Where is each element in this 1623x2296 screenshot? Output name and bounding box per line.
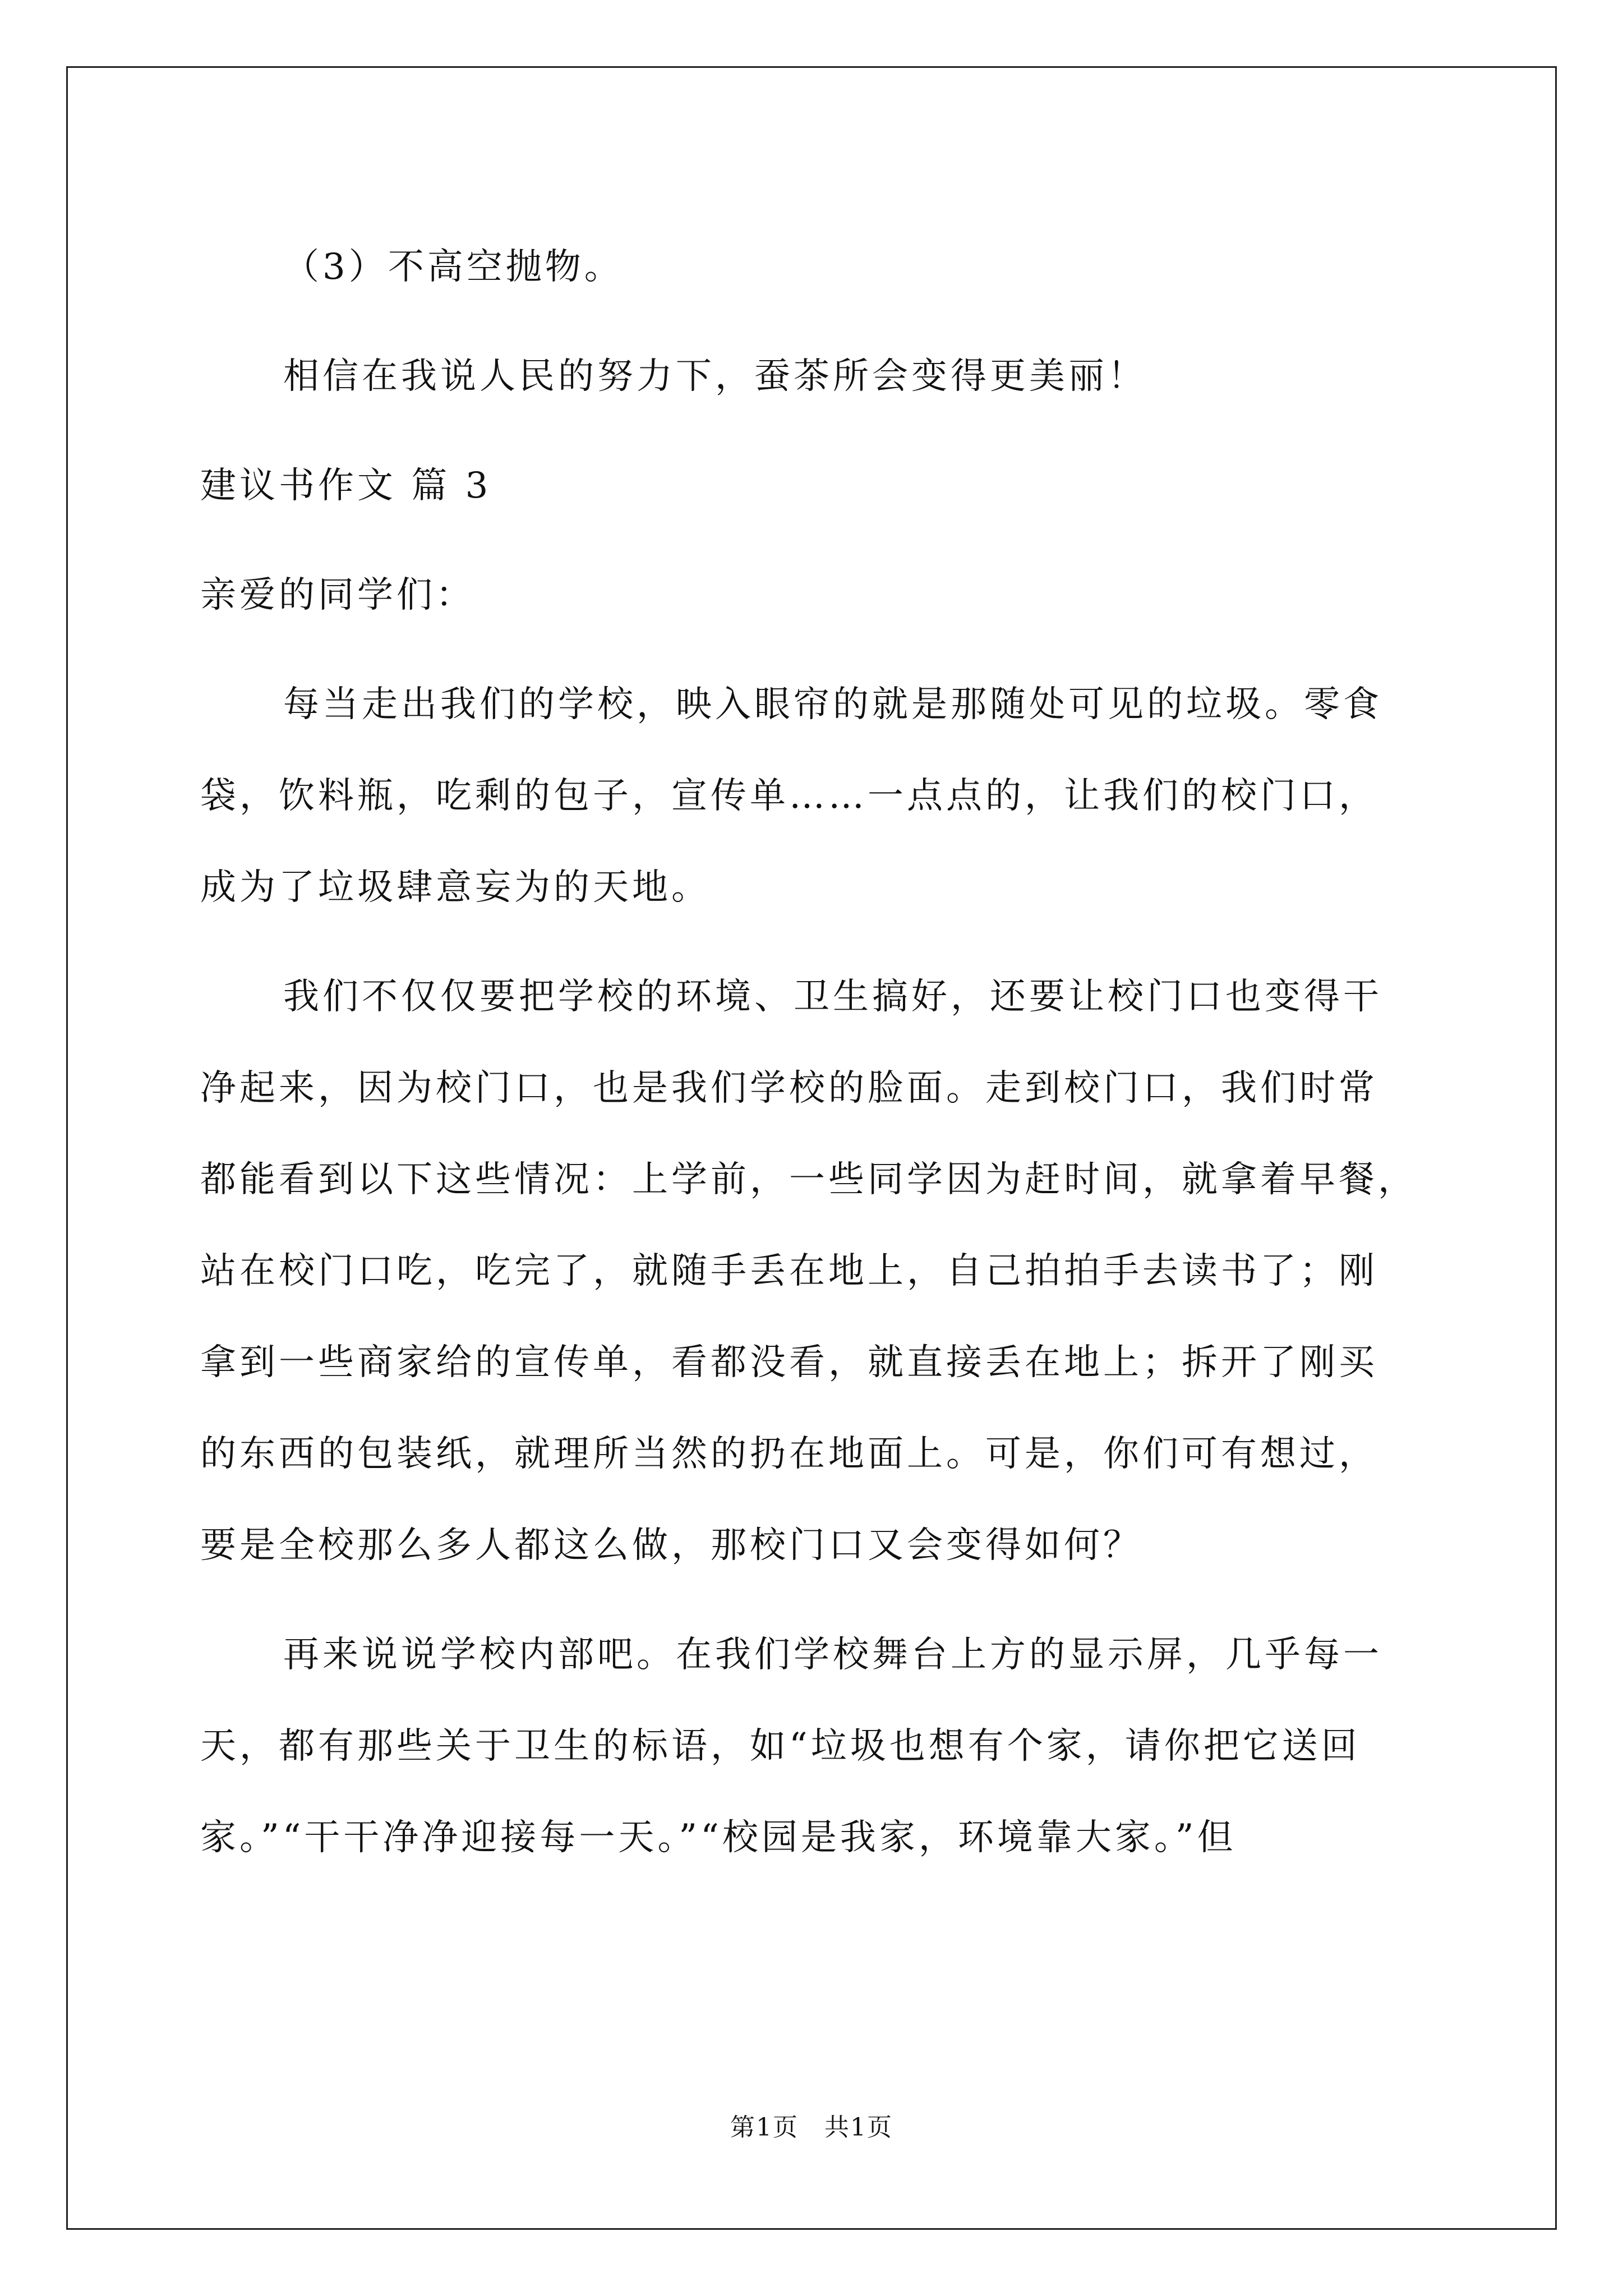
text-line: 的东西的包装纸，就理所当然的扔在地面上。可是，你们可有想过， — [200, 1433, 1378, 1475]
text-line: 天，都有那些关于卫生的标语，如“垃圾也想有个家，请你把它送回 — [200, 1726, 1361, 1767]
text-line: 袋，饮料瓶，吃剩的包子，宣传单……一点点的，让我们的校门口， — [200, 775, 1378, 817]
paragraph-1 — [200, 659, 1479, 933]
page-footer — [0, 2111, 1623, 2145]
paragraph-2 — [200, 951, 1479, 1591]
text-line: 拿到一些商家给的宣传单，看都没看，就直接丢在地上；拆开了刚买 — [200, 1342, 1378, 1383]
paragraph-3 — [200, 1609, 1479, 1884]
text-line: 家。”“干干净净迎接每一天。”“校园是我家，环境靠大家。”但 — [200, 1817, 1237, 1858]
text-line: 每当走出我们的学校，映入眼帘的就是那随处可见的垃圾。零食 — [283, 684, 1382, 725]
salutation: 亲爱的同学们： — [200, 574, 475, 616]
text-line: 成为了垃圾肆意妄为的天地。 — [200, 867, 711, 908]
list-item-3: （3）不高空抛物。 — [283, 246, 624, 288]
text-line: 站在校门口吃，吃完了，就随手丢在地上，自己拍拍手去读书了；刚 — [200, 1250, 1378, 1292]
closing-sentence: 相信在我说人民的努力下，蚕茶所会变得更美丽！ — [283, 356, 1147, 397]
text-line: 都能看到以下这些情况：上学前，一些同学因为赶时间，就拿着早餐， — [200, 1159, 1417, 1200]
page-number: 第1页 共1页 — [730, 2113, 893, 2142]
text-line: 我们不仅仅要把学校的环境、卫生搞好，还要让校门口也变得干 — [283, 976, 1382, 1018]
text-line: 要是全校那么多人都这么做，那校门口又会变得如何？ — [200, 1525, 1142, 1566]
document-body — [200, 222, 1479, 1884]
text-line: 净起来，因为校门口，也是我们学校的脸面。走到校门口，我们时常 — [200, 1068, 1378, 1109]
text-line: 再来说说学校内部吧。在我们学校舞台上方的显示屏，几乎每一 — [283, 1634, 1382, 1676]
section-heading: 建议书作文 篇 3 — [200, 465, 492, 507]
